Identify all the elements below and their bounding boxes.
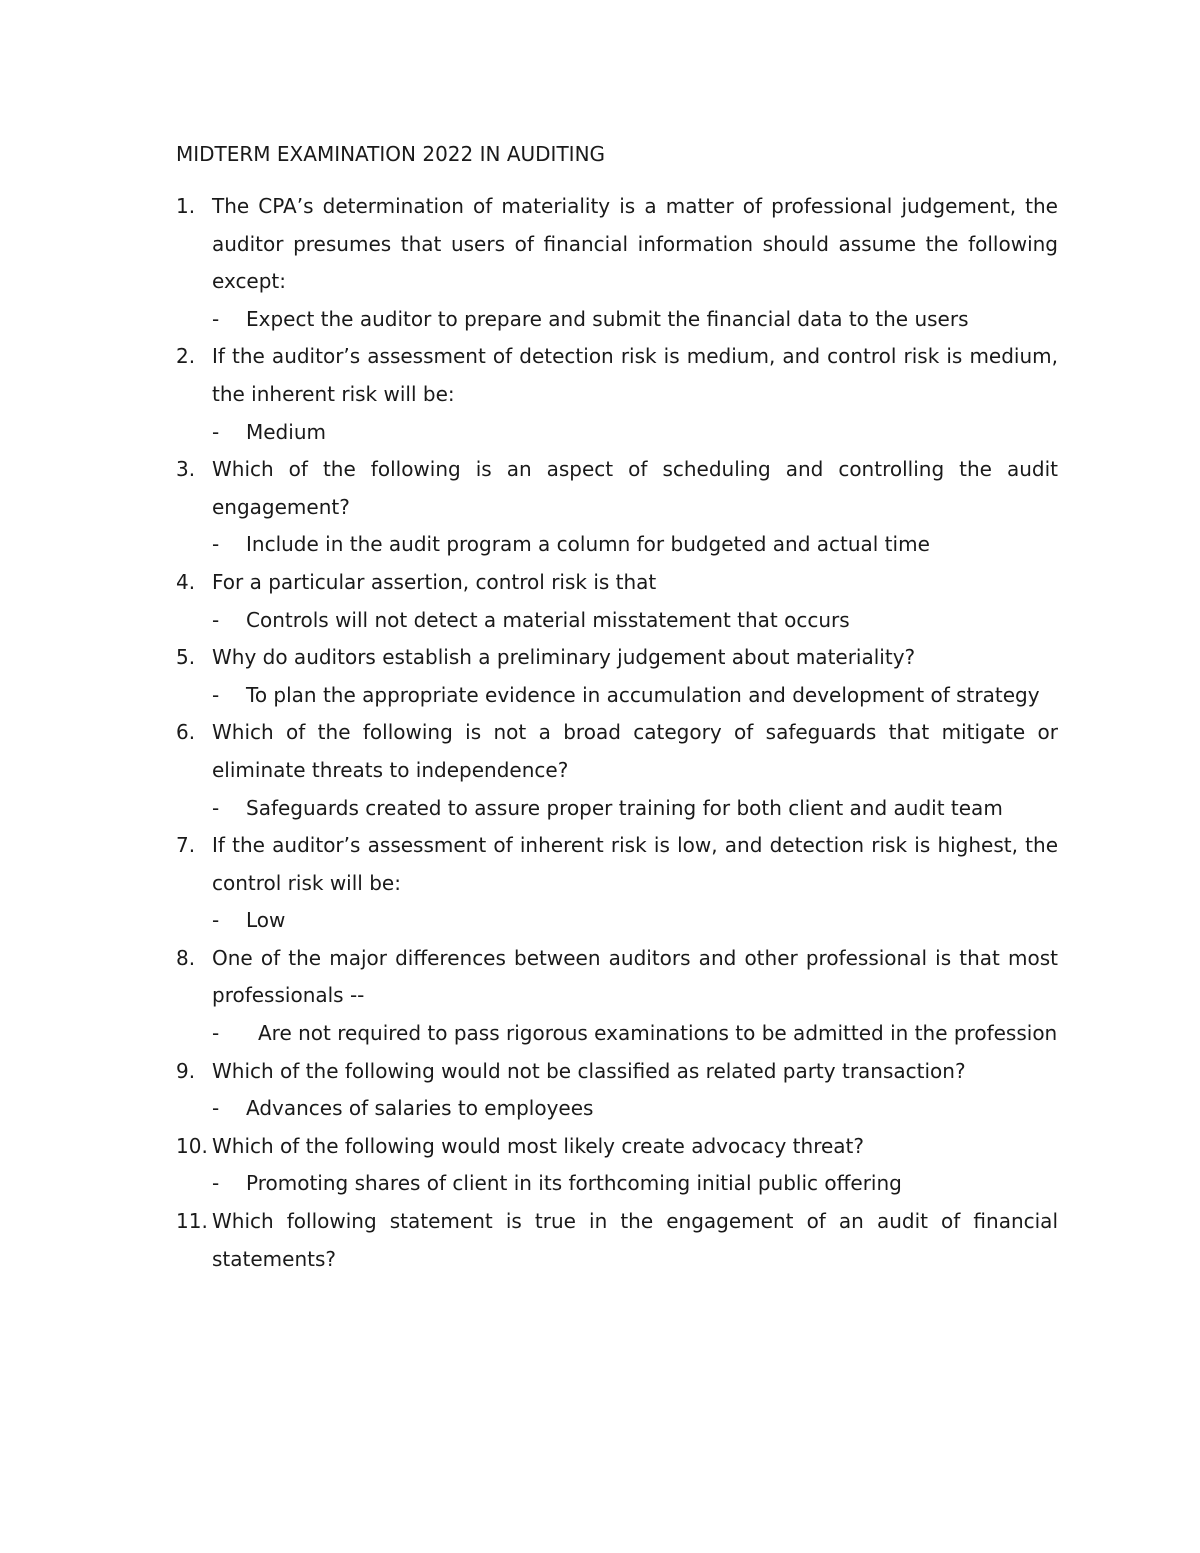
question-item xyxy=(176,188,1058,301)
question-text: For a particular assertion, control risk is that xyxy=(212,569,657,594)
question-text: The CPA’s determination of materiality is a matter of professional judgement, the auditor presumes that users of financial information should assume the following except: xyxy=(212,194,1058,294)
question-number: 5. xyxy=(176,645,196,670)
question-item xyxy=(176,714,1058,789)
question-item xyxy=(176,827,1058,902)
question-text: Which of the following is an aspect of scheduling and controlling the audit engagement? xyxy=(212,457,1058,519)
question-number: 7. xyxy=(176,833,196,858)
answer-marker: - xyxy=(212,1021,220,1046)
question-text: If the auditor’s assessment of detection risk is medium, and control risk is medium, the inherent risk will be: xyxy=(212,344,1058,406)
question-number: 8. xyxy=(176,945,196,970)
question-item xyxy=(176,1128,1058,1166)
question-text: Which of the following is not a broad category of safeguards that mitigate or eliminate threats to independence? xyxy=(212,720,1058,782)
question-item xyxy=(176,564,1058,602)
question-text: If the auditor’s assessment of inherent risk is low, and detection risk is highest, the control risk will be: xyxy=(212,833,1058,895)
question-number: 3. xyxy=(176,457,196,482)
question-item xyxy=(176,451,1058,526)
answer-item xyxy=(176,902,1058,940)
answer-text: Are not required to pass rigorous examinations to be admitted in the profession xyxy=(258,1021,1058,1046)
answer-marker: - xyxy=(212,1171,220,1196)
question-list xyxy=(176,188,1058,1278)
question-number: 6. xyxy=(176,720,196,745)
question-text: Why do auditors establish a preliminary judgement about materiality? xyxy=(212,645,916,670)
question-number: 9. xyxy=(176,1058,196,1083)
question-item xyxy=(176,639,1058,677)
answer-item xyxy=(176,526,1058,564)
answer-text: Controls will not detect a material misstatement that occurs xyxy=(246,607,850,632)
question-number: 11. xyxy=(176,1209,208,1234)
answer-text: Safeguards created to assure proper training for both client and audit team xyxy=(246,795,1003,820)
question-number: 4. xyxy=(176,569,196,594)
answer-text: Expect the auditor to prepare and submit the financial data to the users xyxy=(246,306,969,331)
answer-item xyxy=(176,1165,1058,1203)
document-title: MIDTERM EXAMINATION 2022 IN AUDITING xyxy=(176,142,606,166)
answer-marker: - xyxy=(212,532,220,557)
answer-marker: - xyxy=(212,419,220,444)
answer-text: To plan the appropriate evidence in accumulation and development of strategy xyxy=(246,682,1040,707)
question-item xyxy=(176,1053,1058,1091)
answer-marker: - xyxy=(212,795,220,820)
question-item xyxy=(176,940,1058,1015)
question-text: Which of the following would not be classified as related party transaction? xyxy=(212,1058,966,1083)
answer-item xyxy=(176,790,1058,828)
question-text: One of the major differences between auditors and other professional is that most professionals -- xyxy=(212,945,1058,1008)
question-number: 2. xyxy=(176,344,196,369)
question-item xyxy=(176,1203,1058,1278)
answer-item xyxy=(176,602,1058,640)
question-text: Which following statement is true in the engagement of an audit of financial statements? xyxy=(212,1209,1058,1271)
answer-marker: - xyxy=(212,1096,220,1121)
answer-item xyxy=(176,677,1058,715)
question-number: 1. xyxy=(176,194,196,218)
answer-text: Include in the audit program a column for budgeted and actual time xyxy=(246,532,930,557)
answer-marker: - xyxy=(212,908,220,933)
answer-item xyxy=(176,414,1058,452)
question-text: Which of the following would most likely create advocacy threat? xyxy=(212,1133,865,1158)
answer-item xyxy=(176,301,1058,339)
answer-marker: - xyxy=(212,306,220,331)
answer-text: Low xyxy=(246,908,286,933)
answer-text: Advances of salaries to employees xyxy=(246,1096,594,1121)
answer-item xyxy=(176,1090,1058,1128)
question-item xyxy=(176,338,1058,413)
answer-item xyxy=(176,1015,1058,1053)
answer-marker: - xyxy=(212,682,220,707)
answer-marker: - xyxy=(212,607,220,632)
answer-text: Medium xyxy=(246,419,326,444)
answer-text: Promoting shares of client in its forthcoming initial public offering xyxy=(246,1171,902,1196)
question-number: 10. xyxy=(176,1133,208,1158)
